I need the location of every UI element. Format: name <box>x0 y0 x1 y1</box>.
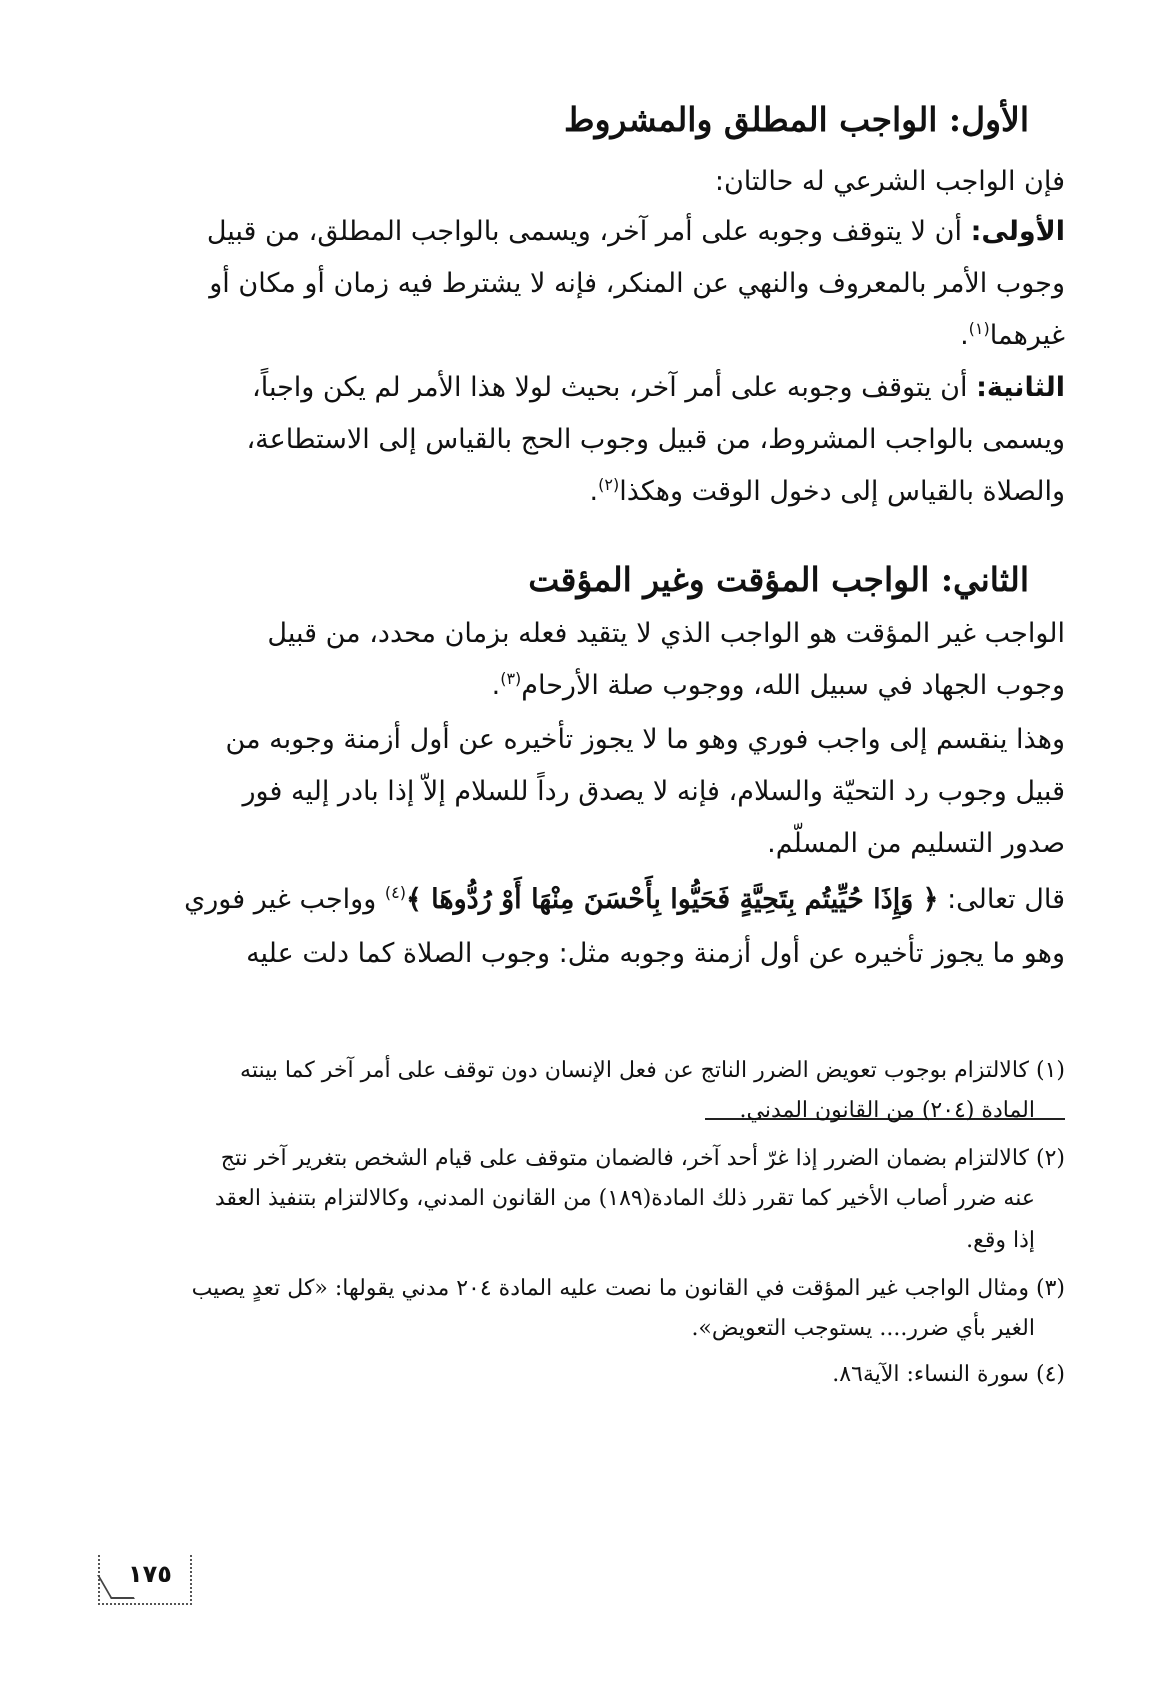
period: . <box>491 670 501 701</box>
footnote-2-line-1: (٢) كالالتزام بضمان الضرر إذا غرّ أحد آخر، فالضمان متوقف على قيام الشخص بتغرير آخر نتج <box>220 1146 1065 1171</box>
section-heading-second: الثاني: الواجب المؤقت وغير المؤقت <box>528 560 1029 599</box>
first-case-text-3: غيرهما <box>989 320 1065 351</box>
footnote-ref-1[interactable]: (١) <box>968 319 990 338</box>
p1-text-2: وجوب الجهاد في سبيل الله، ووجوب صلة الأرحام <box>521 670 1065 701</box>
p2-line-1: وهذا ينقسم إلى واجب فوري وهو ما لا يجوز تأخيره عن أول أزمنة وجوبه من <box>225 724 1065 755</box>
p1-line-1: الواجب غير المؤقت هو الواجب الذي لا يتقيد فعله بزمان محدد، من قبيل <box>267 618 1065 649</box>
intro-line: فإن الواجب الشرعي له حالتان: <box>714 166 1065 197</box>
footnote-ref-2[interactable]: (٢) <box>598 475 620 494</box>
first-case-text-1: أن لا يتوقف وجوبه على أمر آخر، ويسمى بالواجب المطلق، من قبيل <box>206 216 962 247</box>
footnote-2-line-3: إذا وقع. <box>966 1228 1035 1253</box>
p2-line-2: قبيل وجوب رد التحيّة والسلام، فإنه لا يصدق رداً للسلام إلاّ إذا بادر إليه فور <box>242 776 1065 807</box>
footnote-ref-4[interactable]: (٤) <box>384 883 406 902</box>
footnote-1-line-2: المادة (٢٠٤) من القانون المدني. <box>739 1098 1035 1123</box>
page-number: ١٧٥ <box>128 1560 172 1588</box>
p3-suffix: وواجب غير فوري <box>184 884 377 915</box>
footnote-4-line-1: (٤) سورة النساء: الآية٨٦. <box>832 1362 1065 1387</box>
p2-line-3: صدور التسليم من المسلّم. <box>767 828 1065 859</box>
second-case-text-1: أن يتوقف وجوبه على أمر آخر، بحيث لولا هذا الأمر لم يكن واجباً، <box>252 372 968 403</box>
second-case-text-3: والصلاة بالقياس إلى دخول الوقت وهكذا <box>619 476 1065 507</box>
footnote-ref-3[interactable]: (٣) <box>500 669 522 688</box>
second-case-line-2: ويسمى بالواجب المشروط، من قبيل وجوب الحج بالقياس إلى الاستطاعة، <box>246 424 1065 455</box>
first-case-line-2: وجوب الأمر بالمعروف والنهي عن المنكر، فإنه لا يشترط فيه زمان أو مكان أو <box>209 268 1065 299</box>
footnote-3-line-2: الغير بأي ضرر.... يستوجب التعويض». <box>691 1316 1035 1341</box>
section-heading-first: الأول: الواجب المطلق والمشروط <box>564 100 1029 139</box>
footnote-3-line-1: (٣) ومثال الواجب غير المؤقت في القانون ما نصت عليه المادة ٢٠٤ مدني يقولها: «كل تعدٍ يصيب <box>191 1276 1065 1301</box>
footnote-2-line-2: عنه ضرر أصاب الأخير كما تقرر ذلك المادة(١٨٩) من القانون المدني، وكالالتزام بتنفيذ العقد <box>214 1186 1035 1211</box>
first-case-label: الأولى: <box>970 216 1065 247</box>
footnote-1-line-1: (١) كالالتزام بوجوب تعويض الضرر الناتج عن فعل الإنسان دون توقف على أمر آخر كما بينته <box>240 1058 1065 1083</box>
period: . <box>960 320 969 351</box>
second-case-label: الثانية: <box>976 372 1065 403</box>
p3-line-2: وهو ما يجوز تأخيره عن أول أزمنة وجوبه مثل: وجوب الصلاة كما دلت عليه <box>246 938 1065 969</box>
p3-prefix: قال تعالى: <box>947 884 1065 915</box>
quran-verse: ﴿ وَإِذَا حُيِّيتُم بِتَحِيَّةٍ فَحَيُّوا بِأَحْسَنَ مِنْهَا أَوْ رُدُّوهَا ﴾ <box>405 884 939 915</box>
period: . <box>589 476 599 507</box>
footnotes <box>125 0 1065 1420</box>
